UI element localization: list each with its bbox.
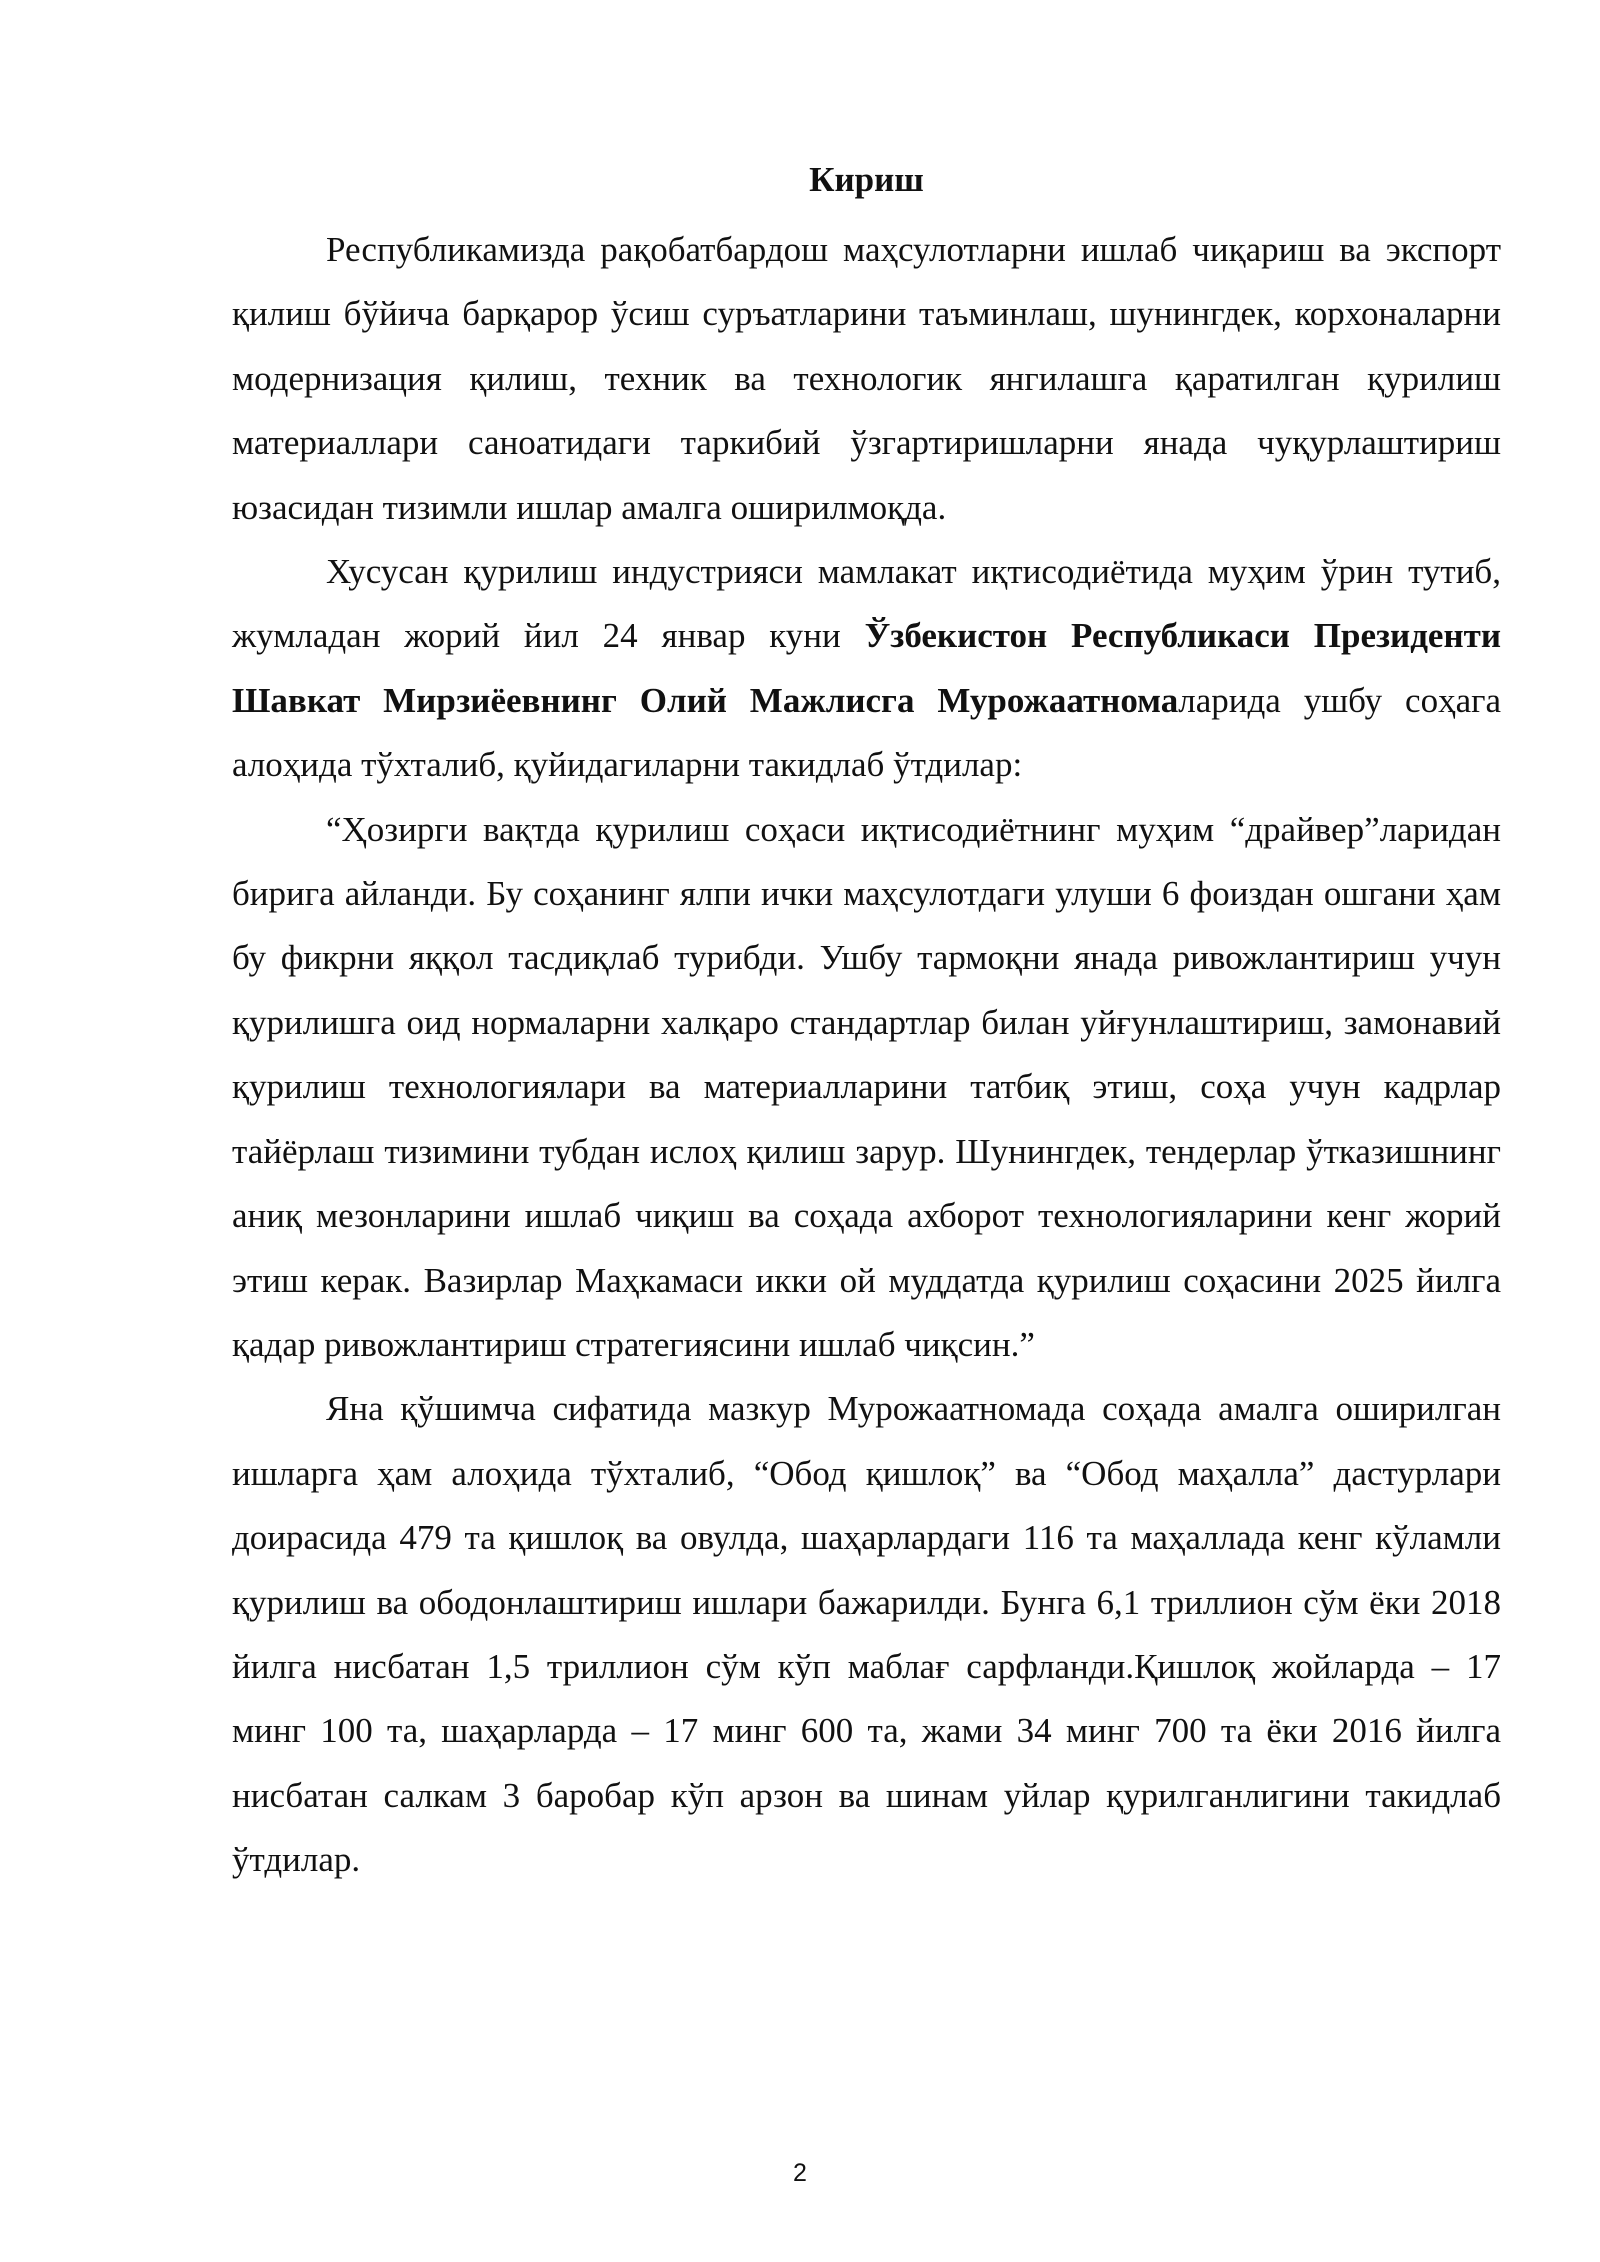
paragraph-results: Яна қўшимча сифатида мазкур Мурожаатномада соҳада амалга оширилган ишларга ҳам алоҳида тўхталиб, “Обод қишлоқ” ва “Обод маҳалла” дастурлари доирасида 479 та қишлоқ ва овулда, шаҳарлардаги 116 та маҳаллада кенг кўламли қурилиш ва ободонлаштириш ишлари бажарилди. Бунга 6,1 триллион сўм ёки 2018 йилга нисбатан 1,5 триллион сўм кўп маблағ сарфланди.Қишлоқ жойларда – 17 минг 100 та, шаҳарларда – 17 минг 600 та, жами 34 минг 700 та ёки 2016 йилга нисбатан салкам 3 баробар кўп арзон ва шинам уйлар қурилганлигини такидлаб ўтдилар. — [232, 1389, 1501, 1880]
address-reference-bold: Ўзбекистон Республикаси Президенти Шавкат Мирзиёевнинг Олий Мажлисга Мурожаатнома — [232, 616, 1501, 720]
paragraph-text-after: ларида ушбу соҳага алоҳида тўхталиб, қуйидагиларни такидлаб ўтдилар: — [232, 680, 1501, 785]
section-title: Кириш — [809, 160, 924, 199]
paragraph-quote: “Ҳозирги вақтда қурилиш соҳаси иқтисодиётнинг муҳим “драйвер”ларидан бирига айланди. Бу соҳанинг ялпи ички маҳсулотдаги улуши 6 фоиздан ошгани ҳам бу фикрни яққол тасдиқлаб турибди. Ушбу тармоқни янада ривожлантириш учун қурилишга оид нормаларни халқаро стандартлар билан уйғунлаштириш, замонавий қурилиш технологиялари ва материалларини татбиқ этиш, соҳа учун кадрлар тайёрлаш тизимини тубдан ислоҳ қилиш зарур. Шунингдек, тендерлар ўтказишнинг аниқ мезонларини ишлаб чиқиш ва соҳада ахборот технологияларини кенг жорий этиш керак. Вазирлар Маҳкамаси икки ой муддатда қурилиш соҳасини 2025 йилга қадар ривожлантириш стратегиясини ишлаб чиқсин.” — [232, 809, 1501, 1364]
document-page — [232, 148, 1501, 1893]
page-number: 2 — [793, 2159, 807, 2187]
paragraph-intro: Республикамизда рақобатбардош маҳсулотларни ишлаб чиқариш ва экспорт қилиш бўйича барқарор ўсиш суръатларини таъминлаш, шунингдек, корхоналарни модернизация қилиш, техник ва технологик янгилашга қаратилган қурилиш материаллари саноатидаги таркибий ўзгартиришларни янада чуқурлаштириш юзасидан тизимли ишлар амалга оширилмоқда. — [232, 230, 1501, 527]
paragraph-text-before: Хусусан қурилиш индустрияси мамлакат иқтисодиётида муҳим ўрин тутиб, жумладан жорий йил 24 январ куни — [232, 552, 1501, 656]
paragraph-president-address — [232, 540, 1501, 798]
